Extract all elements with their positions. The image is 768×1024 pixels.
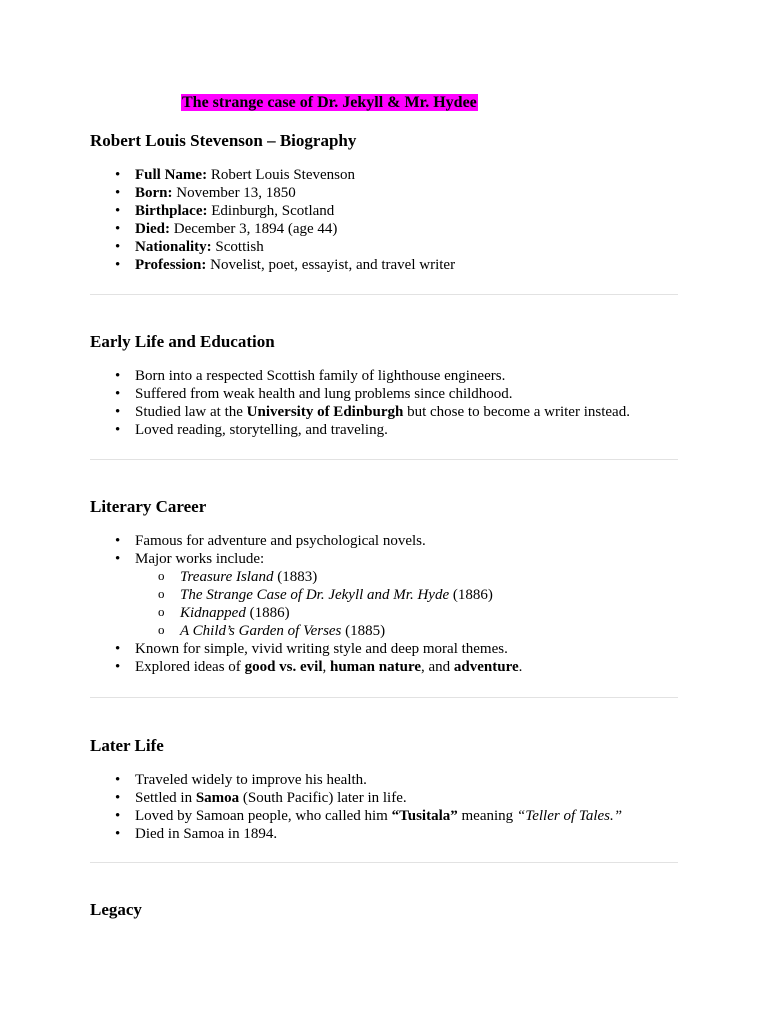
list-item: • Died in Samoa in 1894. <box>135 825 678 843</box>
section-later-life <box>90 735 678 843</box>
place-samoa: Samoa <box>195 790 240 806</box>
work-item <box>180 622 678 640</box>
item-value: November 13, 1850 <box>172 185 296 201</box>
item-label: Birthplace: <box>135 203 208 219</box>
work-item <box>180 568 678 586</box>
list-item: • Known for simple, vivid writing style and deep moral themes. <box>135 640 678 658</box>
item-label: Profession: <box>135 257 207 273</box>
list-item <box>135 238 678 256</box>
item-text: meaning <box>457 808 517 824</box>
list-item <box>135 202 678 220</box>
list-item: • Loved reading, storytelling, and traveling. <box>135 421 678 439</box>
item-text: , <box>322 659 330 675</box>
list-item <box>135 166 678 184</box>
item-text: Loved by Samoan people, who called him <box>135 808 392 824</box>
list-item <box>135 220 678 238</box>
theme-good-vs-evil: good vs. evil <box>244 659 323 675</box>
item-label: Nationality: <box>135 239 212 255</box>
section-biography <box>90 130 678 274</box>
item-text: Settled in <box>135 790 196 806</box>
section-early-life <box>90 331 678 439</box>
list-item: • Born into a respected Scottish family of lighthouse engineers. <box>135 367 678 385</box>
list-item <box>135 184 678 202</box>
item-value: Edinburgh, Scotland <box>207 203 335 219</box>
section-divider <box>90 459 678 460</box>
list-item <box>135 807 678 825</box>
item-value: Novelist, poet, essayist, and travel writer <box>206 257 456 273</box>
literary-career-list <box>90 532 678 676</box>
item-text: Major works include: <box>135 551 265 567</box>
item-label: Full Name: <box>135 167 208 183</box>
work-title: Treasure Island <box>180 569 274 585</box>
list-item: • Traveled widely to improve his health. <box>135 771 678 789</box>
item-value: Robert Louis Stevenson <box>207 167 355 183</box>
section-literary-career <box>90 496 678 676</box>
list-item: • Suffered from weak health and lung problems since childhood. <box>135 385 678 403</box>
item-text: . <box>518 659 523 675</box>
item-text: (South Pacific) later in life. <box>239 790 407 806</box>
section-divider <box>90 862 678 863</box>
work-title: The Strange Case of Dr. Jekyll and Mr. Hyde <box>180 587 450 603</box>
work-year: (1885) <box>341 623 386 639</box>
theme-human-nature: human nature <box>330 659 421 675</box>
nickname-tusitala: “Tusitala” <box>391 808 458 824</box>
university-name: University of Edinburgh <box>246 404 404 420</box>
section-heading-later-life: Later Life <box>90 736 164 755</box>
later-life-list <box>90 771 678 843</box>
work-year: (1886) <box>245 605 290 621</box>
major-works-list <box>135 568 678 640</box>
item-label: Died: <box>135 221 170 237</box>
item-text: but chose to become a writer instead. <box>403 404 630 420</box>
biography-list <box>90 166 678 274</box>
list-item: • Famous for adventure and psychological novels. <box>135 532 678 550</box>
work-year: (1883) <box>273 569 318 585</box>
item-label: Born: <box>135 185 173 201</box>
item-text: Explored ideas of <box>135 659 245 675</box>
list-item <box>135 403 678 421</box>
section-legacy <box>90 899 678 921</box>
theme-adventure: adventure <box>453 659 519 675</box>
list-item <box>135 658 678 676</box>
document-title <box>181 93 478 113</box>
work-year: (1886) <box>449 587 493 603</box>
item-value: December 3, 1894 (age 44) <box>170 221 338 237</box>
section-heading-literary-career: Literary Career <box>90 497 207 516</box>
nickname-meaning: “Teller of Tales.” <box>516 808 623 824</box>
section-divider <box>90 697 678 698</box>
list-item <box>135 789 678 807</box>
list-item <box>135 256 678 274</box>
work-title: Kidnapped <box>180 605 246 621</box>
list-item <box>135 550 678 640</box>
section-divider <box>90 294 678 295</box>
title-highlight: The strange case of Dr. Jekyll & Mr. Hydee <box>182 94 477 111</box>
section-heading-biography: Robert Louis Stevenson – Biography <box>90 131 357 150</box>
item-value: Scottish <box>211 239 264 255</box>
section-heading-early-life: Early Life and Education <box>90 332 275 351</box>
early-life-list <box>90 367 678 439</box>
item-text: Studied law at the <box>135 404 247 420</box>
work-item <box>180 586 678 604</box>
item-text: , and <box>421 659 454 675</box>
work-item <box>180 604 678 622</box>
section-heading-legacy: Legacy <box>90 900 142 919</box>
work-title: A Child’s Garden of Verses <box>180 623 342 639</box>
